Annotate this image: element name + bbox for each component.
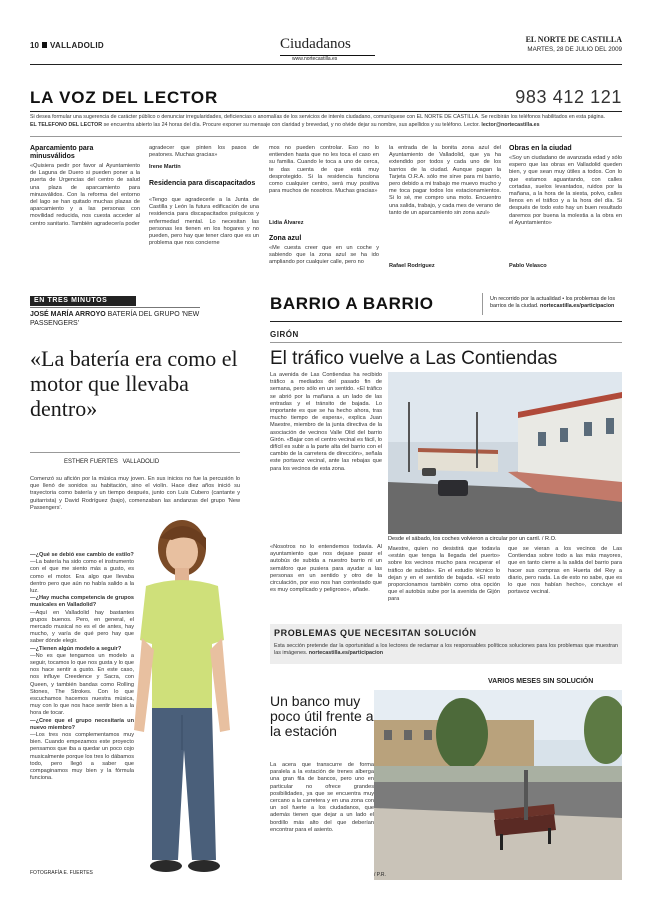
answer-4: —Los tres nos complementamos muy bien. Cuando empezamos este proyecto pensamos que iba a quedar un poco cojo musicalmente porque los tres lo dábamos todo, pero llegó a saber que compaginamos muy bien y la fórmula funciona.	[30, 732, 134, 782]
letter-5-text: «Soy un ciudadano de avanzada edad y sólo espero que las obras en Valladolid queden bien, y que sean muy útiles a todos. Con lo que estamos aguantando, con calles cortadas, suelos levantados, ruidos por la mañana, a la hora de la siesta, polvo, calles llenos en el tráfico y a la hora del día. Si después de todo esto hay un buen resultado daremos por buena la molestia a la obra en el Ayuntamiento»	[509, 155, 622, 226]
answer-1: —La batería ha sido como el instrumento con el que me siento más a gusto, es como el motor. Era algo que llevaba dentro pero que aún no había salido a la luz.	[30, 559, 134, 595]
district-rule	[270, 342, 622, 343]
question-2: —¿Hay mucha competencia de grupos musicales en Valladolid?	[30, 595, 134, 609]
interview-lead: Comenzó su afición por la música muy joven. En sus inicios no fue la percusión lo que llenó de sonidos su habitación, sino el violín. Hace diez años inició su trayectoria como batería y un tiempo después, junto con Luis Cubero (cantante y guitarrista) y David Rodríguez (bajo), comenzaban las andanzas del grupo 'New Passengers'.	[30, 476, 240, 511]
problemas-title: PROBLEMAS QUE NECESITAN SOLUCIÓN	[274, 628, 477, 638]
square-icon	[42, 42, 47, 48]
letter-3-signature: Lidia Álvarez	[269, 220, 304, 226]
barrio-title: BARRIO A BARRIO	[270, 294, 434, 313]
banco-body: La acera que transcurre de forma paralela a la estación de trenes alberga una gran fila de bancos, pero uno en particular no ofrece grandes posibilidades, ya que se encuentra muy cercano a la carretera y en una zona con un sol fuerte a los ciudadanos, que además tienen que dejar a un lado el bordillo más alto del que deberían encontrar para el asiento.	[270, 762, 374, 833]
street-photo-caption	[388, 536, 622, 542]
answer-2: —Aquí en Valladolid hay bastantes grupos buenos. Pero, en general, el mercado musical no es el de antes, hay mucho, y varía de qué pero hay que saber dónde elegir.	[30, 609, 134, 645]
letter-5-signature: Pablo Velasco	[509, 263, 547, 269]
question-1: —¿Qué se debió ese cambio de estilo?	[30, 552, 134, 558]
city-label: VALLADOLID	[50, 41, 104, 50]
letter-4-cont: la entrada de la bonita zona azul del Ayuntamiento de Valladolid, que ya ha extendido por todos y cada uno de los barrios de la ciudad. Aunque pagan la Tarjeta O.R.A. sólo me sirve para mi barrio, pero debido a mi trabajo me muevo mucho y me toca pagar todos los estacionamientos. Si lo sé, me compro una moto. Encuentro una salida, trabajo, y cada mes de verano de tanto de un aparcamiento sin zona azul»	[389, 145, 501, 216]
lector-intro-2	[30, 122, 622, 130]
barrio-divider	[482, 293, 483, 315]
barrio-promo-url[interactable]: nortecastilla.es/participacion	[540, 303, 615, 309]
section-title: Ciudadanos	[280, 36, 351, 52]
interview-quote: «La batería era como el motor que llevaba dentro»	[30, 346, 238, 421]
letter-3-title: Residencia para discapacitados	[149, 180, 256, 187]
barrio-body-3: Maestre, quien no desistirá que todavía «están que tenga la llegada del puerto» sobre los vecinos mucho para recuperar el tráfico de subida». En el estudio técnico lo dejan y en el sentido de bajada. «El resto proporcionamos también como otra opción que el autobús sube por la avenida de Gijón para	[388, 546, 500, 603]
site-url[interactable]: www.nortecastilla.es	[292, 56, 338, 62]
problemas-url[interactable]: nortecastilla.es/participacion	[308, 650, 384, 657]
district-label: GIRÓN	[270, 330, 299, 339]
barrio-body-2: «Nosotros no lo entendemos todavía. Al ayuntamiento que nos dejase pasar el autobús de subida a nuestro barrio ni un semáforo que pusiera para ayudar a las personas en un sentido y otro de la circulación, por eso nos han contestado que es muy complicado y peligroso», añade.	[270, 544, 382, 594]
question-4: —¿Cree que el grupo necesitaría un nuevo miembro?	[30, 717, 134, 731]
interviewee-name: JOSÉ MARÍA ARROYO	[30, 311, 106, 318]
problemas-text	[274, 643, 618, 661]
street-photo	[388, 372, 622, 534]
lector-phone[interactable]: 983 412 121	[515, 87, 622, 107]
lector-email[interactable]: lector@nortecastilla.es	[481, 122, 540, 128]
caption-text: Desde el sábado, los coches volvieron a circular por un carril.	[388, 536, 541, 542]
header-rule	[30, 64, 622, 65]
lector-intro-text: se encuentra abierto las 24 horas del día. Procure exponer su mensaje con claridad y brevedad, y no olvide dejar su nombre, sus apellidos y su teléfono. Lector.	[103, 122, 480, 128]
bench-photo-credit: / P.R.	[374, 872, 386, 878]
letter-3-text: «Tengo que agradecerle a la Junta de Castilla y León la futura edificación de una residencia para discapacitados psíquicos y enfermedad mental. Lo necesitan las personas les tienen en los hogares y no pueden, pero hay que tener claro que es un problema que nos concierne	[149, 197, 259, 247]
barrio-headline: El tráfico vuelve a Las Contiendas	[270, 348, 558, 369]
interview-tag	[30, 296, 136, 306]
barrio-body-1: La avenida de Las Contiendas ha recibido tráfico a mediados del pasado fin de semana, pero sólo en un sentido. «El tráfico se abrió por la mañana a un lado de las entradas y el tránsito de bajada. Lo importante es que se ha hecho ahora, tras mucho tiempo de espera», explica Juan Maestre, miembro de la junta directiva de la asociación de vecinos Valle Olid del barrio Girón. «Bajar con el centro vecinal es fácil, lo difícil es subir a la parte alta del barrio con el cambio de la carretera de dirección», señala este portavoz vecinal, ante las rebajas que para los vecinos de esta zona.	[270, 372, 382, 472]
banco-headline: Un banco muy poco útil frente a la estación	[270, 693, 374, 739]
barrio-rule	[270, 321, 622, 322]
tag-rule	[30, 307, 200, 308]
letter-4-signature: Rafael Rodríguez	[389, 263, 435, 269]
newspaper-name: EL NORTE DE CASTILLA	[525, 35, 622, 44]
letter-5-title: Obras en la ciudad	[509, 145, 572, 152]
months-label: VARIOS MESES SIN SOLUCIÓN	[488, 678, 594, 685]
interview-photo-credit: FOTOGRAFÍA E. FUERTES	[30, 870, 93, 876]
page-header	[30, 34, 622, 64]
bench-photo	[374, 690, 622, 880]
letter-2-text: agradecer que pinten los pasos de peatones. Muchas gracias»	[149, 145, 259, 159]
caption-credit: / R.O.	[541, 536, 557, 542]
barrio-promo	[490, 296, 625, 310]
lector-phone-label: EL TELÉFONO DEL LECTOR	[30, 122, 103, 128]
interviewee	[30, 310, 215, 328]
lector-title: LA VOZ DEL LECTOR	[30, 88, 219, 107]
problemas-desc: Esta sección pretende dar la oportunidad a los lectores de reclamar a los responsables políticos soluciones para los problemas que muestran las imágenes.	[274, 643, 618, 657]
byline-city: VALLADOLID	[122, 459, 160, 465]
issue-date: MARTES, 28 DE JULIO DEL 2009	[527, 46, 622, 53]
lector-intro: Si desea formular una sugerencia de carácter público o denunciar irregularidades, deficiencias o anomalías de los servicios de interés ciudadano, comuníquese con EL NORTE DE CASTILLA. Se recibirán los teléfonos habilitados en esta página.	[30, 114, 606, 120]
page-number: 10	[30, 41, 39, 50]
letter-3-cont: mos no pueden controlar. Eso no lo entienden hasta que no les toca el caso en su familia. Cuando le toca a uno de cerca, te das cuenta de que está muy desprotegido. Si la residencia funciona como cualquier centro, será muy positiva para muchos de nosotros. Muchas gracias»	[269, 145, 379, 195]
letter-4-title: Zona azul	[269, 235, 302, 242]
letter-2-signature: Irene Martín	[149, 164, 181, 170]
barrio-body-4: que se vieran a los vecinos de Las Contiendas sobre todo a las más mayores, que en tanto cierre a la salida del barrio para hacer sus compras en Huerta del Rey a diario, pero nada. La de esto no sabe, que es lo que nos habían hecho», concluye el portavoz vecinal.	[508, 546, 622, 596]
interview-tag-text: EN TRES MINUTOS	[34, 297, 108, 304]
byline	[64, 459, 159, 465]
interviewee-role: BATERÍA DEL GRUPO 'NEW PASSENGERS'	[30, 311, 200, 327]
quote-rule	[30, 452, 240, 453]
lector-cols-rule	[30, 136, 622, 137]
question-3: —¿Tienen algún modelo a seguir?	[30, 645, 122, 652]
letter-1-title: Aparcamiento para minusválidos	[30, 145, 94, 160]
letter-4-text: «Me cuesta creer que en un coche y sabiendo que la zona azul se ha ido ampliando por cualquier calle, pero no	[269, 245, 379, 266]
letter-1-text: «Quisiera pedir por favor al Ayuntamiento de Laguna de Duero si pueden poner a la puerta de Urgencias del centro de salud una plaza de aparcamiento para minusválidos. Con la reforma del entorno del lago se han quitado muchas plazas de aparcamiento y a las personas con movilidad reducida, nos cuesta acceder al centro sanitario. También agradecería poder	[30, 163, 140, 227]
byline-author: ESTHER FUERTES	[64, 459, 118, 465]
lector-rule	[30, 111, 622, 112]
answer-3: —No es que tengamos un modelo a seguir, tocamos lo que nos gusta y lo que nos hace sentir a gusto. En este caso, nos influye Creedence y Sacra, con Queen, y también bandas como Rolling Stones, The Strokes. Con lo que escuchamos hacemos nuestra música, muy con lo que nos hace sentir bien a la hora de tocar.	[30, 652, 134, 717]
barrio-promo-text: Un recorrido por la actualidad • los problemas de los barrios de la ciudad.	[490, 296, 616, 309]
interview-qa	[30, 552, 134, 862]
